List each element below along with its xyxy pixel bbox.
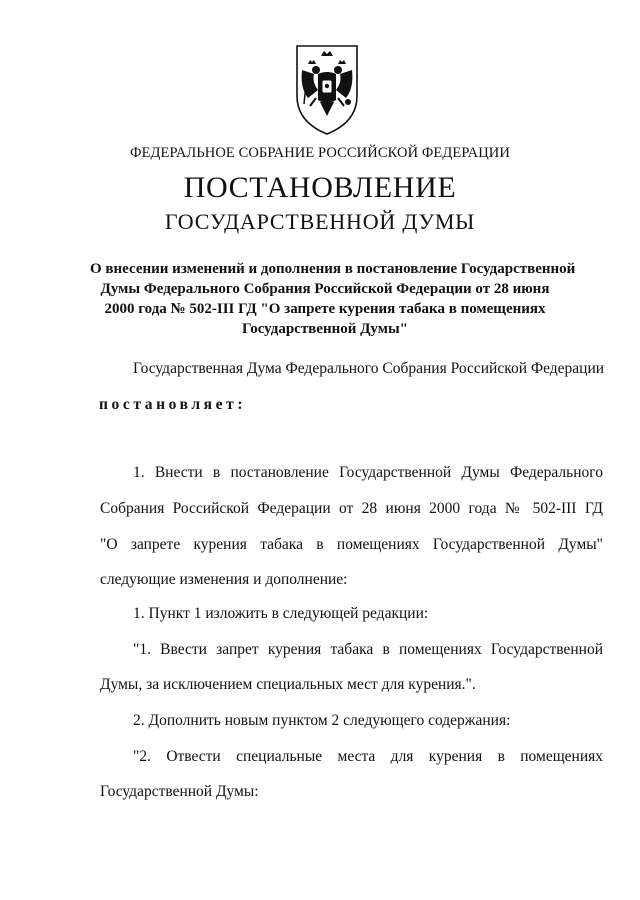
subject-line: Государственной Думы"	[241, 321, 408, 337]
preamble-text: Государственная Дума Федерального Собрания Российской Федерации	[133, 360, 605, 377]
item-1-line: Собрания Российской Федерации от 28 июня 2000 года № 502-III ГД	[100, 500, 603, 517]
organization-heading: ФЕДЕРАЛЬНОЕ СОБРАНИЕ РОССИЙСКОЙ ФЕДЕРАЦИИ	[130, 145, 510, 161]
document-type-title: ПОСТАНОВЛЕНИЕ	[183, 171, 457, 204]
subject-line: О внесении изменений и дополнения в постановление Государственной	[90, 261, 576, 277]
document-subject	[90, 259, 576, 339]
subitem-1-text: 1. Пункт 1 изложить в следующей редакции:	[133, 605, 429, 622]
quote-1-line: "1. Ввести запрет курения табака в помещениях Государственной	[133, 641, 603, 658]
resolves-text: постановляет:	[99, 396, 247, 413]
subitem-2-text: 2. Дополнить новым пунктом 2 следующего содержания:	[133, 712, 511, 729]
item-1-line: "О запрете курения табака в помещениях Государственной Думы"	[100, 536, 603, 553]
subject-line: 2000 года № 502-III ГД "О запрете курения табака в помещениях	[104, 301, 546, 317]
item-1-line: 1. Внести в постановление Государственной Думы Федерального	[133, 464, 603, 481]
document-type-subtitle: ГОСУДАРСТВЕННОЙ ДУМЫ	[164, 209, 476, 234]
russian-coat-of-arms-icon	[294, 44, 360, 136]
quote-2-line: "2. Отвести специальные места для курения в помещениях	[133, 748, 603, 765]
quote-2-line: Государственной Думы:	[100, 783, 259, 800]
item-1-line: следующие изменения и дополнение:	[100, 571, 348, 588]
quote-1-line: Думы, за исключением специальных мест для курения.".	[100, 676, 476, 693]
subject-line: Думы Федерального Собрания Российской Федерации от 28 июня	[100, 281, 550, 297]
